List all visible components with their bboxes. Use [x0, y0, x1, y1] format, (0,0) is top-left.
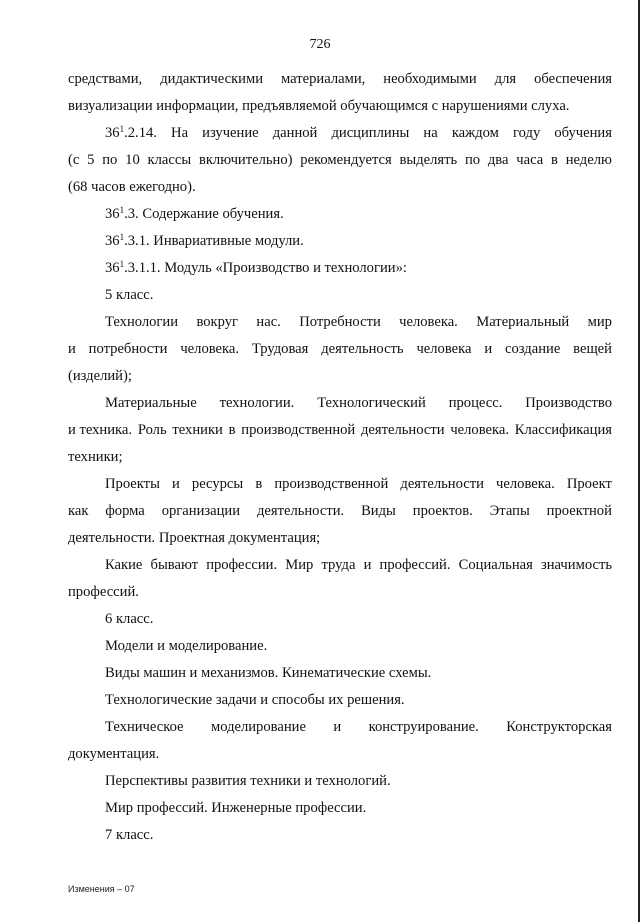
word: 10: [125, 152, 140, 168]
word: как: [68, 503, 89, 519]
word: Проекты: [105, 476, 160, 492]
word: Потребности: [299, 314, 381, 330]
text-line: [105, 556, 612, 574]
section-heading-36-3-1: $36^1.3.1$. Инвариативные модули.: [105, 232, 304, 249]
word: деятельность: [321, 341, 404, 357]
text-line: документация.: [68, 746, 160, 762]
word: деятельности: [400, 476, 484, 492]
word: в: [228, 422, 236, 438]
word: вещей: [573, 341, 612, 357]
word: человека.: [180, 341, 240, 357]
word: форма: [105, 503, 145, 519]
word: в: [551, 152, 558, 168]
paragraph-36-2-14: $36^1.2.14$. На изучение данной дисциплины на каждом году обучения: [105, 124, 612, 141]
text-line: (68 часов ежегодно).: [68, 179, 196, 195]
word: технологии.: [219, 395, 295, 411]
word: человека.: [399, 314, 458, 330]
text-line: [105, 475, 612, 493]
text-line: [68, 151, 612, 169]
text-line: [105, 394, 612, 412]
text-line: профессий.: [68, 584, 139, 600]
text-line: техники;: [68, 449, 123, 465]
word: по: [102, 152, 118, 168]
word: Виды: [361, 503, 396, 519]
word: Проект: [566, 476, 612, 492]
word: материалами,: [281, 71, 366, 87]
word: Материальные: [105, 395, 197, 411]
section-number: $36^1.2.14$.: [105, 124, 157, 141]
word: включительно): [198, 152, 293, 168]
word: деятельности: [361, 422, 445, 438]
text-line: (изделий);: [68, 368, 132, 384]
word: Материальный: [476, 314, 570, 330]
text-line: [68, 70, 612, 88]
word: выделять: [399, 152, 458, 168]
word: профессии.: [206, 557, 278, 573]
word: и: [171, 476, 180, 492]
word: для: [494, 71, 517, 87]
text-line: Мир профессий. Инженерные профессии.: [105, 800, 367, 816]
word: бывают: [150, 557, 199, 573]
word: и: [484, 341, 493, 357]
word: Какие: [105, 557, 143, 573]
word: и: [333, 719, 342, 735]
word: классы: [147, 152, 192, 168]
text-line: Перспективы развития техники и технологий.: [105, 773, 391, 789]
word: конструирование.: [368, 719, 479, 735]
word: Роль: [137, 422, 167, 438]
word: деятельности.: [256, 503, 345, 519]
word: и: [363, 557, 372, 573]
word: производственной: [241, 422, 356, 438]
word: значимость: [540, 557, 612, 573]
text-line: [105, 313, 612, 331]
grade-heading-5: 5 класс.: [105, 287, 154, 303]
word: неделю: [565, 152, 612, 168]
word: человека.: [496, 476, 555, 492]
section-heading-36-3: $36^1.3$. Содержание обучения.: [105, 205, 284, 222]
word: необходимыми: [383, 71, 477, 87]
word: организации: [161, 503, 241, 519]
word: Социальная: [458, 557, 533, 573]
text-line: [68, 502, 612, 520]
word: процесс.: [448, 395, 503, 411]
text-line: визуализации информации, предъявляемой обучающимся с нарушениями слуха.: [68, 98, 570, 114]
section-heading-36-3-1-1: $36^1.3.1.1$. Модуль «Производство и технологии»:: [105, 259, 407, 276]
word: ресурсы: [191, 476, 244, 492]
word: дидактическими: [160, 71, 264, 87]
word: Технологии: [105, 314, 179, 330]
word: рекомендуется: [300, 152, 392, 168]
text-line: Виды машин и механизмов. Кинематические схемы.: [105, 665, 432, 681]
word: Этапы: [489, 503, 530, 519]
word: проектной: [546, 503, 612, 519]
word: вокруг: [196, 314, 239, 330]
word: потребности: [88, 341, 168, 357]
page-number: 726: [309, 37, 331, 52]
word: два: [487, 152, 509, 168]
word: моделирование: [210, 719, 306, 735]
footer-revision: Изменения – 07: [68, 884, 135, 894]
word: нас.: [256, 314, 281, 330]
text-line: [68, 421, 612, 439]
text-line: [105, 718, 612, 736]
word: средствами,: [68, 71, 143, 87]
word: (с: [68, 152, 80, 168]
word: Конструкторская: [506, 719, 612, 735]
text-line: Технологические задачи и способы их решения.: [105, 692, 405, 708]
word: Производство: [525, 395, 612, 411]
text-line: деятельности. Проектная документация;: [68, 530, 321, 546]
word: часа: [516, 152, 544, 168]
word: в: [255, 476, 263, 492]
word: по: [464, 152, 481, 168]
word: человека.: [450, 422, 509, 438]
word: создание: [505, 341, 561, 357]
word: техники: [172, 422, 223, 438]
grade-heading-6: 6 класс.: [105, 611, 154, 627]
word: Классификация: [514, 422, 612, 438]
word: производственной: [274, 476, 389, 492]
word: труда: [321, 557, 356, 573]
word: Мир: [285, 557, 314, 573]
word: Трудовая: [251, 341, 309, 357]
word: проектов.: [412, 503, 473, 519]
word: человека: [416, 341, 472, 357]
word: обеспечения: [534, 71, 612, 87]
grade-heading-7: 7 класс.: [105, 827, 154, 843]
word: и: [68, 341, 76, 357]
text-line: Модели и моделирование.: [105, 638, 268, 654]
text-line: [68, 340, 612, 358]
word: Техническое: [105, 719, 184, 735]
word: профессий.: [379, 557, 451, 573]
word: 5: [87, 152, 95, 168]
word: и техника.: [68, 422, 133, 438]
word: Технологический: [317, 395, 426, 411]
word: мир: [587, 314, 612, 330]
